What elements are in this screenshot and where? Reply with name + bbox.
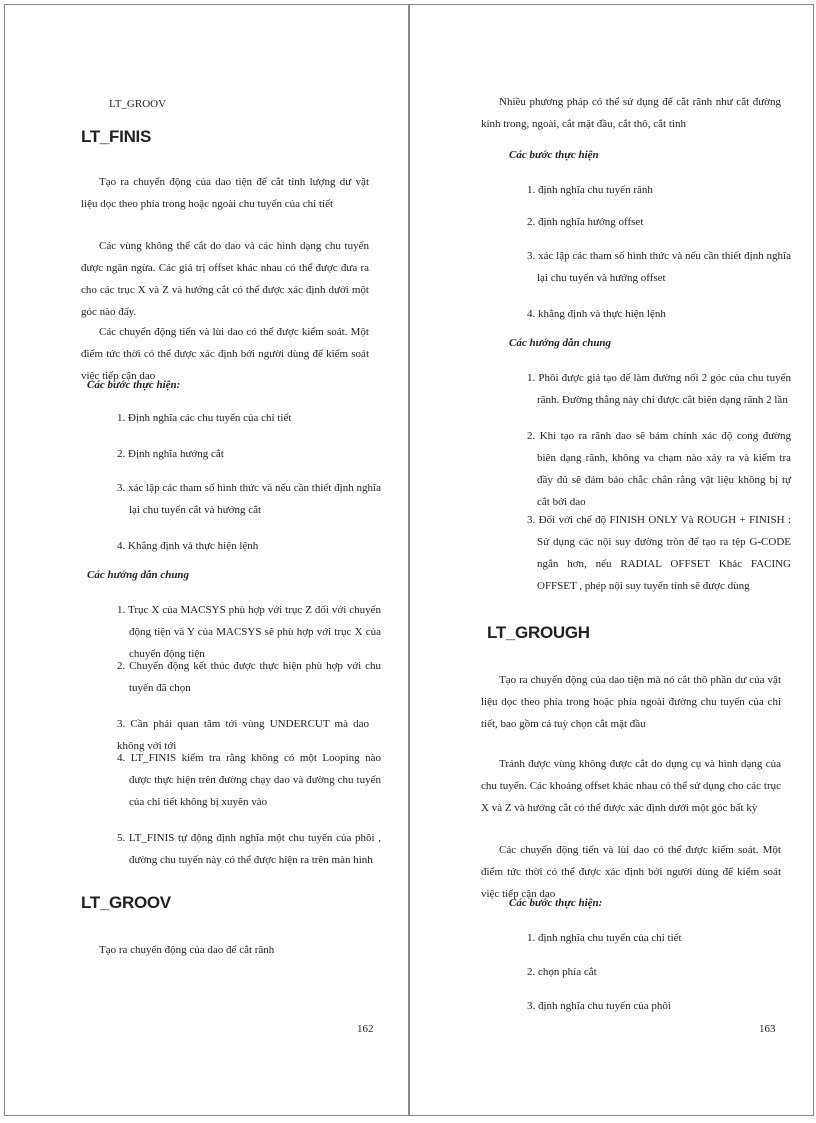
- finis-paragraph-2: Các vùng không thể cắt do dao và các hình dạng chu tuyến được ngăn ngừa. Các giá trị offset khác nhau có thể được đưa ra cho các trục X và Z và hướng cắt có thể được xác định dưới một góc nào đấy.: [81, 240, 369, 318]
- grough-paragraph-3: Các chuyển động tiến và lùi dao có thể được kiểm soát. Một điểm tức thời có thể được xác định bởi người dùng để kiểm soát việc tiếp cận dao: [481, 844, 781, 900]
- finis-guide-2: 2. Chuyển động kết thúc được thực hiện phù hợp với chu tuyến đã chọn: [117, 660, 381, 694]
- heading-lt-finis: LT_FINIS: [81, 127, 152, 146]
- heading-lt-grough: LT_GROUGH: [487, 623, 590, 642]
- groov-guide-3: 3. Đối với chế độ FINISH ONLY Và ROUGH + FINISH : Sử dụng các nội suy đường tròn để tạo ra tệp G-CODE ngắn hơn, nếu RADIAL OFFSET Khác FACING OFFSET , phép nội suy tuyến tính sẽ được dùng: [527, 514, 791, 592]
- finis-step-4: 4. Khẳng định và thực hiện lệnh: [117, 540, 259, 552]
- grough-step-3: 3. định nghĩa chu tuyến của phôi: [527, 1000, 671, 1012]
- grough-paragraph-1: Tạo ra chuyển động của dao tiện mà nó cắt thô phần dư của vật liệu dọc theo phía trong hoặc phía ngoài đường chu tuyến của chi tiết, bao gồm cả tuỳ chọn cắt mặt đầu: [481, 674, 781, 730]
- right-page: [408, 4, 814, 1116]
- grough-steps-title: Các bước thực hiện:: [509, 897, 603, 909]
- finis-step-2: 2. Định nghĩa hướng cắt: [117, 448, 224, 460]
- finis-step-3: 3. xác lập các tham số hình thức và nếu cần thiết định nghĩa lại chu tuyến cắt và hướng cắt: [117, 482, 381, 516]
- groov-steps-title: Các bước thực hiện: [509, 149, 599, 161]
- groov-step-3: 3. xác lập các tham số hình thức và nếu cần thiết định nghĩa lại chu tuyến và hướng offset: [527, 250, 791, 284]
- groov-guide-title: Các hướng dẫn chung: [509, 337, 612, 349]
- page-number: 163: [759, 1023, 776, 1035]
- finis-guide-3: 3. Cần phải quan tâm tới vùng UNDERCUT mà dao không với tới: [117, 718, 369, 752]
- groov-step-1: 1. định nghĩa chu tuyến rãnh: [527, 184, 653, 196]
- finis-guide-4: 4. LT_FINIS kiểm tra rằng không có một Looping nào được thực hiện trên đường chạy dao và đường chu tuyến của chi tiết không bị xuyên vào: [117, 752, 381, 808]
- finis-step-1: 1. Định nghĩa các chu tuyến của chi tiết: [117, 412, 292, 424]
- finis-guide-5: 5. LT_FINIS tự động định nghĩa một chu tuyến của phôi , đường chu tuyến này có thể được hiện ra trên màn hình: [117, 832, 381, 866]
- groov-guide-1: 1. Phôi được giả tạo để làm đường nối 2 góc của chu tuyến rãnh. Đường thẳng này chỉ được cắt biên dạng rãnh 2 lần: [527, 372, 791, 406]
- grough-step-1: 1. định nghĩa chu tuyến của chi tiết: [527, 932, 682, 944]
- finis-steps-title: Các bước thực hiện:: [87, 379, 181, 391]
- page-number: 162: [357, 1023, 374, 1035]
- grough-step-2: 2. chọn phía cắt: [527, 966, 597, 978]
- grough-paragraph-2: Tránh được vùng không được cắt do dụng cụ và hình dạng của chu tuyến. Các khoảng offset khác nhau có thể sử dụng cho các trục X và Z và hướng cắt có thể được xác định dưới một góc bất kỳ: [481, 758, 781, 814]
- finis-guide-title: Các hướng dẫn chung: [87, 569, 190, 581]
- top-label: LT_GROOV: [109, 98, 167, 110]
- groov-step-2: 2. định nghĩa hướng offset: [527, 216, 644, 228]
- finis-paragraph-3: Các chuyển động tiến và lùi dao có thể được kiểm soát. Một điểm tức thời có thể được xác định bởi người dùng để kiểm soát việc tiếp cận dao: [81, 326, 369, 382]
- heading-lt-groov: LT_GROOV: [81, 893, 171, 912]
- finis-guide-1: 1. Trục X của MACSYS phù hợp với trục Z đối với chuyển động tiện và Y của MACSYS sẽ phù hợp với trục X của chuyển động tiện: [117, 604, 381, 660]
- groov-paragraph: Tạo ra chuyển động của dao để cắt rãnh: [99, 944, 275, 956]
- groov-intro: Nhiều phương pháp có thể sử dụng để cắt rãnh như cắt đường kính trong, ngoài, cắt mặt đầu, cắt thô, cắt tinh: [481, 96, 781, 130]
- finis-paragraph-1: Tạo ra chuyển động của dao tiện để cắt tinh lượng dư vật liệu dọc theo phía trong hoặc ngoài chu tuyến của chi tiết: [81, 176, 369, 210]
- groov-step-4: 4. khẳng định và thực hiện lệnh: [527, 308, 666, 320]
- groov-guide-2: 2. Khi tạo ra rãnh dao sẽ bám chính xác độ cong đường biên dạng rãnh, không va chạm nào xảy ra và kiểm tra đầy đủ sẽ đảm bảo chắc chắn rằng vật liệu không bị tự cắt bởi dao: [527, 430, 791, 508]
- left-page: [4, 4, 410, 1116]
